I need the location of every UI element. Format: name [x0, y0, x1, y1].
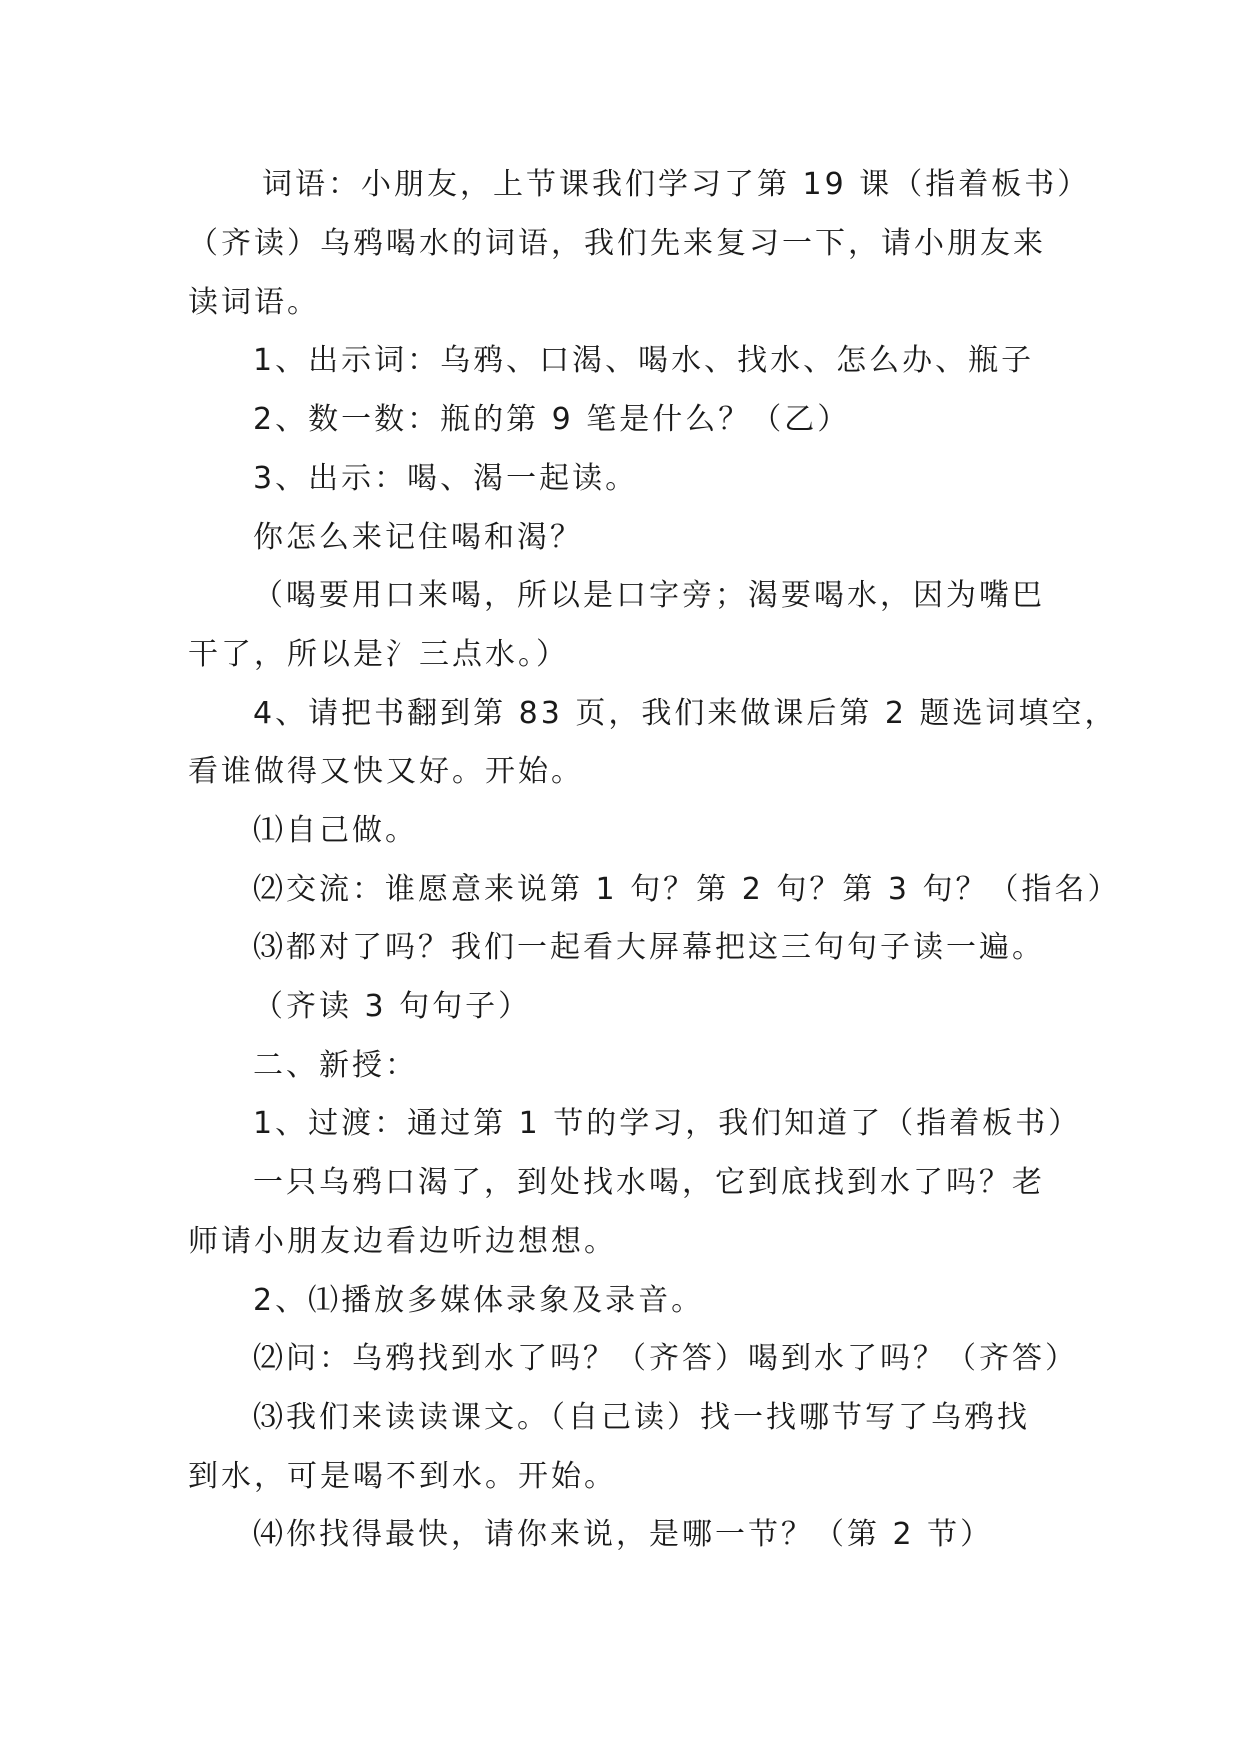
text-line: （齐读）乌鸦喝水的词语，我们先来复习一下，请小朋友来 — [188, 226, 1046, 261]
text-line: 2、⑴播放多媒体录象及录音。 — [253, 1283, 705, 1318]
text-line: 读词语。 — [188, 285, 320, 320]
text-line: ⑵问：乌鸦找到水了吗？（齐答）喝到水了吗？（齐答） — [253, 1341, 1078, 1376]
text-line: 到水，可是喝不到水。开始。 — [188, 1459, 617, 1494]
text-line: 看谁做得又快又好。开始。 — [188, 754, 584, 789]
text-line: 师请小朋友边看边听边想想。 — [188, 1224, 617, 1259]
text-line: ⑶都对了吗？我们一起看大屏幕把这三句句子读一遍。 — [253, 930, 1045, 965]
text-line: （齐读 3 句句子） — [253, 989, 532, 1024]
text-line: ⑷你找得最快，请你来说，是哪一节？（第 2 节） — [253, 1517, 994, 1552]
text-line: ⑴自己做。 — [253, 813, 418, 848]
text-line: 1、出示词：乌鸦、口渴、喝水、找水、怎么办、瓶子 — [253, 343, 1035, 378]
text-line: 一只乌鸦口渴了，到处找水喝，它到底找到水了吗？老 — [253, 1165, 1045, 1200]
text-line: 词语：小朋友，上节课我们学习了第 19 课（指着板书） — [262, 167, 1091, 202]
text-line: 2、数一数：瓶的第 9 笔是什么？（乙） — [253, 402, 851, 437]
text-line: ⑶我们来读读课文。（自己读）找一找哪节写了乌鸦找 — [253, 1400, 1030, 1435]
text-line: 4、请把书翻到第 83 页，我们来做课后第 2 题选词填空， — [253, 696, 1118, 731]
text-line: 1、过渡：通过第 1 节的学习，我们知道了（指着板书） — [253, 1106, 1082, 1141]
text-line: 干了，所以是氵三点水。） — [188, 637, 569, 672]
text-line: 你怎么来记住喝和渴？ — [253, 520, 583, 555]
text-line: ⑵交流：谁愿意来说第 1 句？第 2 句？第 3 句？（指名） — [253, 872, 1121, 907]
text-line: （喝要用口来喝，所以是口字旁；渴要喝水，因为嘴巴 — [253, 578, 1045, 613]
text-line: 3、出示：喝、渴一起读。 — [253, 461, 639, 496]
text-line: 二、新授： — [253, 1048, 418, 1083]
